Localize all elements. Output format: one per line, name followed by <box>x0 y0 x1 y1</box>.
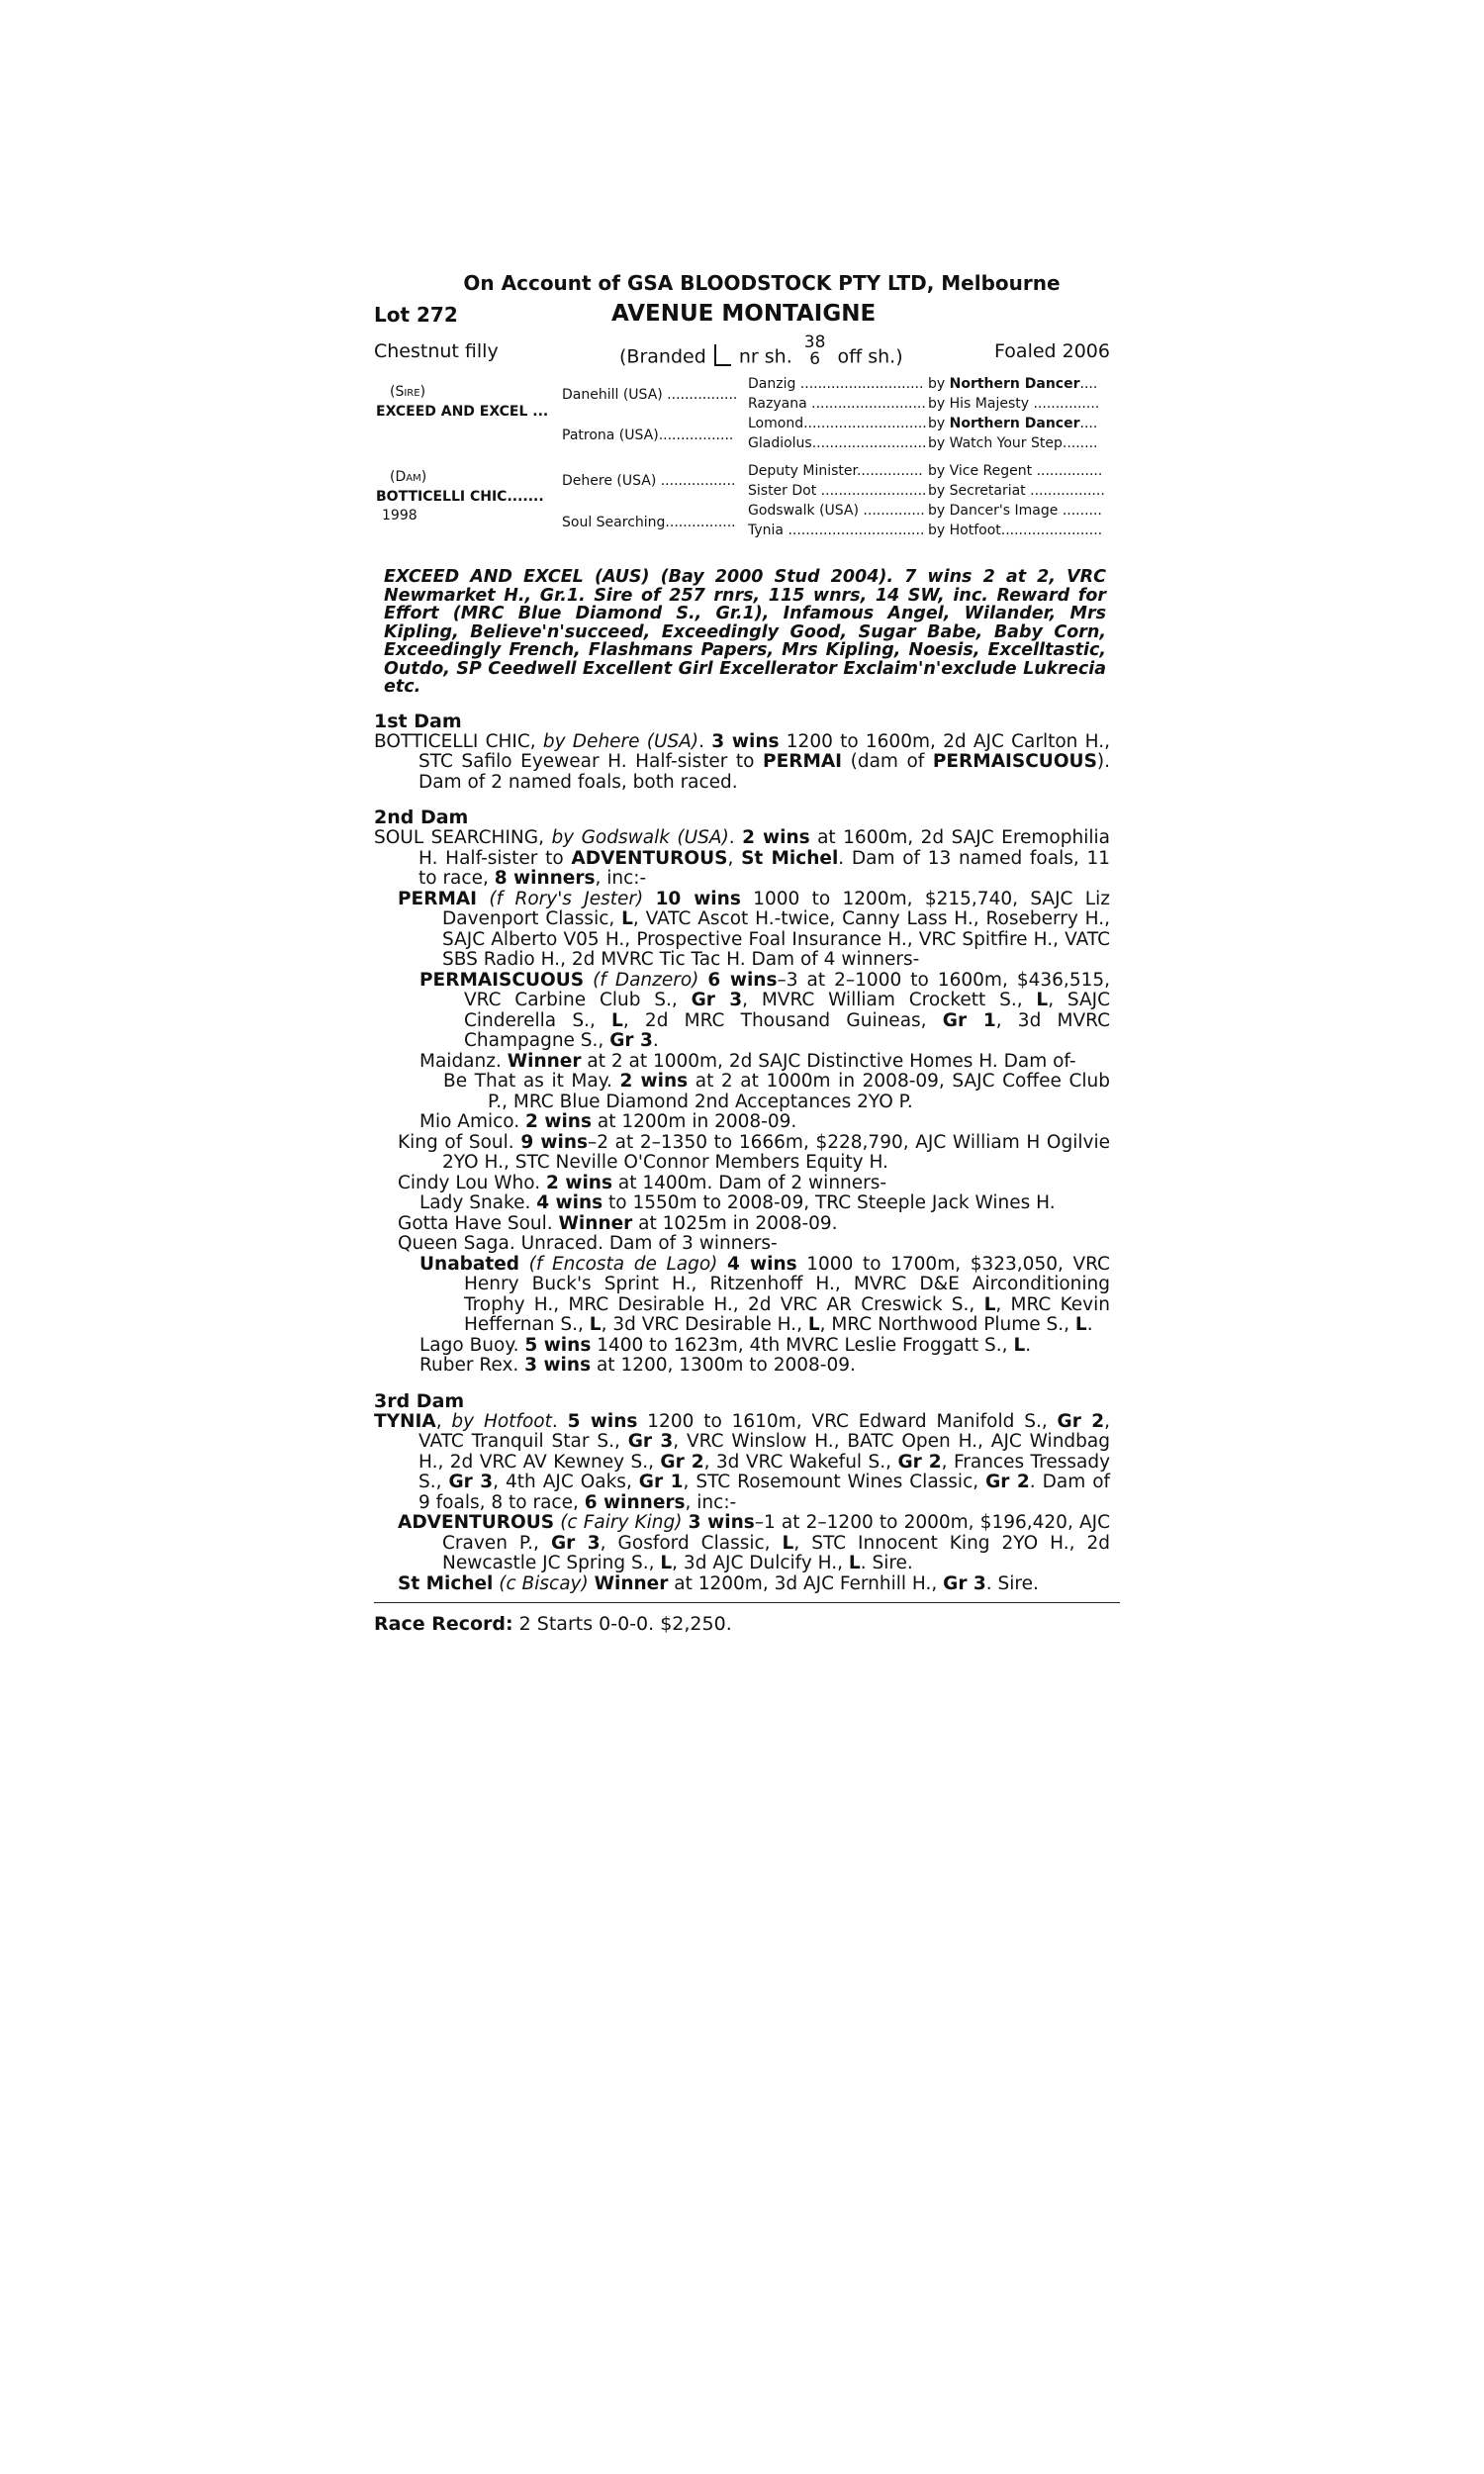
foaled-year: Foaled 2006 <box>994 340 1110 362</box>
section-second-dam: 2nd Dam <box>374 807 469 828</box>
sire-label: (Sire) <box>390 384 426 400</box>
bold-text: 2 wins <box>546 1172 612 1193</box>
g1-sire-sire: Danehill (USA) ................ <box>562 387 738 403</box>
entry-text: at 1600m, 2d SAJC Eremophilia H. Half-sister to <box>418 827 1110 869</box>
bold-text: Winner <box>558 1212 633 1234</box>
entry-text: at 2 at 1000m, 2d SAJC Distinctive Homes H. Dam of- <box>581 1050 1076 1072</box>
bold-text: Gr 2 <box>1057 1410 1105 1432</box>
race-record-label: Race Record: <box>374 1613 513 1635</box>
pedigree-entry <box>374 1412 1110 1514</box>
lot-number: Lot 272 <box>374 303 458 327</box>
italic-text: (f Rory's Jester) <box>489 888 644 909</box>
bold-text: Winner <box>594 1572 669 1594</box>
bold-text: L <box>660 1553 673 1573</box>
bold-text: 4 wins <box>536 1192 603 1213</box>
g3-prefix: by <box>928 523 946 538</box>
g3-prefix: by <box>928 416 946 431</box>
bold-text: PERMAI <box>763 751 843 772</box>
bold-text: 6 wins <box>707 969 778 991</box>
entry-text: . Sire. <box>860 1553 913 1573</box>
pedigree-entry <box>419 1255 1110 1336</box>
pedigree-entry <box>398 1174 1110 1194</box>
entry-text: Ruber Rex. <box>419 1355 525 1376</box>
g3-prefix: by <box>928 483 946 499</box>
entry-text: , <box>435 1410 452 1432</box>
g3-item <box>928 396 1099 412</box>
entry-text: , <box>727 847 742 869</box>
entry-text: 1000 to 1200m, $215,740, SAJC Liz Davenport Classic, <box>442 888 1110 929</box>
entry-text: SOUL SEARCHING, <box>374 827 552 848</box>
entry-text: , MVRC William Crockett S., <box>742 990 1037 1010</box>
pedigree-entry <box>419 971 1110 1052</box>
entry-text: –2 at 2–1350 to 1666m, $228,790, AJC William H Ogilvie 2YO H., STC Neville O'Connor Members Equity H. <box>442 1131 1110 1173</box>
entry-text: . <box>728 827 743 848</box>
g3-name: Northern Dancer <box>949 376 1080 392</box>
bold-text: 3 wins <box>524 1355 592 1376</box>
bold-text: Winner <box>507 1050 582 1072</box>
entry-text <box>584 970 593 991</box>
entry-text: , MRC Kevin Heffernan S., <box>464 1293 1110 1335</box>
entry-text: , VRC Winslow H., BATC Open H., AJC Windbag H., 2d VRC AV Kewney S., <box>418 1431 1110 1473</box>
entry-text: , Frances Tressady S., <box>418 1451 1111 1492</box>
bold-text: 8 winners <box>494 868 596 889</box>
bold-text: PERMAISCUOUS <box>932 751 1097 772</box>
g3-item <box>928 416 1097 431</box>
g2-item: Danzig ............................ <box>748 376 924 392</box>
entry-text: , inc:- <box>685 1491 737 1513</box>
section-first-dam: 1st Dam <box>374 710 462 732</box>
entry-text: 1200 to 1610m, VRC Edward Manifold S., <box>637 1410 1058 1432</box>
bold-text: 2 wins <box>525 1111 592 1132</box>
bold-text: ADVENTUROUS <box>571 847 728 869</box>
bold-text: Gr 2 <box>897 1451 942 1473</box>
bold-text: Gr 2 <box>985 1472 1030 1492</box>
g3-item <box>928 523 1102 538</box>
entry-text: King of Soul. <box>398 1131 521 1153</box>
entry-text: , 3d VRC Wakeful S., <box>703 1451 898 1473</box>
g3-item <box>928 463 1102 479</box>
entry-text: at 2 at 1000m in 2008-09, SAJC Coffee Club P., MRC Blue Diamond 2nd Acceptances 2YO P. <box>488 1071 1110 1112</box>
entry-text: at 1200m in 2008-09. <box>591 1111 797 1132</box>
g3-name: Watch Your Step........ <box>949 435 1098 451</box>
bold-text: Gr 3 <box>609 1030 653 1051</box>
divider <box>374 1602 1120 1603</box>
g2-item: Tynia ............................... <box>748 523 925 538</box>
bold-text: Gr 3 <box>550 1532 601 1554</box>
entry-text: , Gosford Classic, <box>600 1532 783 1554</box>
bold-text: 10 wins <box>655 888 741 909</box>
bold-text: 5 wins <box>524 1334 592 1356</box>
entry-text: , VATC Ascot H.-twice, Canny Lass H., Roseberry H., SAJC Alberto V05 H., Prospective Foal Insurance H., VRC Spitfire H., VATC SBS Radio H., 2d MVRC Tic Tac H. Dam of 4 winners- <box>442 908 1110 970</box>
entry-text: 1200 to 1600m, 2d AJC Carlton H., STC Safilo Eyewear H. Half-sister to <box>418 730 1110 772</box>
entry-text: . <box>1086 1314 1093 1335</box>
entry-text: , VATC Tranquil Star S., <box>418 1410 1111 1452</box>
entry-text: , STC Rosemount Wines Classic, <box>683 1472 986 1492</box>
g3-item <box>928 435 1097 451</box>
entry-text <box>643 889 655 909</box>
italic-text: by Hotfoot <box>451 1410 552 1432</box>
horse-name: AVENUE MONTAIGNE <box>611 301 877 327</box>
bold-text: PERMAISCUOUS <box>419 969 585 991</box>
entry-text: –3 at 2–1000 to 1600m, $436,515, VRC Carbine Club S., <box>464 969 1111 1010</box>
brand-info <box>619 333 903 374</box>
bold-text: 2 wins <box>619 1071 689 1092</box>
g2-item: Godswalk (USA) .............. <box>748 503 925 519</box>
g3-item <box>928 376 1097 392</box>
bold-text: Gr 3 <box>448 1472 494 1492</box>
bold-text: Unabated <box>419 1253 520 1275</box>
pedigree-entry <box>419 1356 1110 1377</box>
g1-dam-dam: Soul Searching................ <box>562 515 736 530</box>
entry-text <box>519 1254 529 1275</box>
entry-text: ). Dam of 2 named foals, both raced. <box>418 751 1111 793</box>
entry-text <box>477 889 489 909</box>
bold-text: L <box>611 1009 623 1031</box>
entry-text: . Sire. <box>985 1572 1039 1594</box>
g3-prefix: by <box>928 463 946 479</box>
g2-item: Deputy Minister............... <box>748 463 923 479</box>
bold-text: ADVENTUROUS <box>398 1512 555 1533</box>
g3-prefix: by <box>928 376 946 392</box>
bold-text: Gr 3 <box>627 1431 674 1452</box>
brand-bottom: 6 <box>809 349 821 369</box>
entry-text: , 2d MRC Thousand Guineas, <box>622 1009 943 1031</box>
bold-text: Gr 1 <box>638 1472 684 1492</box>
g3-name: Secretariat ................. <box>949 483 1105 499</box>
bold-text: St Michel <box>741 847 839 869</box>
bold-text: Gr 2 <box>660 1451 704 1473</box>
bold-text: PERMAI <box>398 888 478 909</box>
entry-text: (dam of <box>842 751 933 772</box>
entry-text: Lady Snake. <box>419 1192 537 1213</box>
entry-text: , MRC Northwood Plume S., <box>819 1314 1075 1335</box>
entry-text: at 1200, 1300m to 2008-09. <box>591 1355 856 1376</box>
entry-text: 1000 to 1700m, $323,050, VRC Henry Buck's Sprint H., Ritzenhoff H., MVRC D&E Airconditioning Trophy H., MRC Desirable H., 2d VRC AR Creswick S., <box>464 1253 1110 1315</box>
entry-text: . <box>1025 1334 1032 1356</box>
pedigree-entry <box>374 732 1110 794</box>
catalogue-page <box>374 271 1120 1635</box>
bold-text: L <box>1036 990 1049 1010</box>
g3-suffix: .... <box>1079 376 1098 392</box>
dam-year: 1998 <box>382 508 417 523</box>
g3-name: His Majesty ............... <box>949 396 1100 412</box>
entry-text: , 3d VRC Desirable H., <box>601 1314 808 1335</box>
entry-text: , inc:- <box>595 868 647 889</box>
pedigree-entry <box>398 1214 1110 1235</box>
g3-prefix: by <box>928 503 946 519</box>
entry-text: . <box>551 1410 568 1432</box>
bold-text: St Michel <box>398 1572 494 1594</box>
bold-text: Gr 3 <box>943 1572 986 1594</box>
italic-text: (c Biscay) <box>499 1572 589 1594</box>
g1-dam-sire: Dehere (USA) ................. <box>562 473 736 489</box>
entry-text: Cindy Lou Who. <box>398 1172 547 1193</box>
bold-text: Gr 3 <box>691 990 743 1010</box>
italic-text: by Dehere (USA) <box>542 730 699 752</box>
dam-name: BOTTICELLI CHIC....... <box>376 489 544 505</box>
bold-text: L <box>807 1314 820 1335</box>
entry-text: at 1025m in 2008-09. <box>632 1212 838 1234</box>
g2-item: Sister Dot ........................ <box>748 483 927 499</box>
g1-sire-dam: Patrona (USA)................. <box>562 428 734 443</box>
sex-colour: Chestnut filly <box>374 340 499 362</box>
entry-text: . Dam of 9 foals, 8 to race, <box>418 1472 1111 1513</box>
bold-text: 5 wins <box>567 1410 638 1432</box>
consignor-line: On Account of GSA BLOODSTOCK PTY LTD, Melbourne <box>463 271 1061 295</box>
entry-text: , 4th AJC Oaks, <box>493 1472 639 1492</box>
entry-text: Maidanz. <box>419 1050 508 1072</box>
description-row <box>374 334 1120 376</box>
bold-text: 4 wins <box>727 1253 797 1275</box>
entry-text: to 1550m to 2008-09, TRC Steeple Jack Wines H. <box>603 1192 1056 1213</box>
entry-text: at 1400m. Dam of 2 winners- <box>611 1172 887 1193</box>
bold-text: TYNIA <box>374 1410 436 1432</box>
g3-name: Hotfoot....................... <box>949 523 1103 538</box>
pedigree-entry <box>398 1234 1110 1255</box>
bold-text: L <box>589 1314 602 1335</box>
g3-item <box>928 503 1102 519</box>
dam-label: (Dam) <box>390 469 427 485</box>
italic-text: (f Danzero) <box>593 969 699 991</box>
pedigree-entry <box>374 828 1110 890</box>
sire-paragraph: EXCEED AND EXCEL (AUS) (Bay 2000 Stud 2004). 7 wins 2 at 2, VRC Newmarket H., Gr.1. Sire of 257 rnrs, 115 wnrs, 14 SW, inc. Reward for Effort (MRC Blue Diamond S., Gr.1), Infamous Angel, Wilander, Mrs Kipling, Believe'n'succeed, Exceedingly Good, Sugar Babe, Baby Corn, Exceedingly French, Flashmans Papers, Mrs Kipling, Noesis, Excelltastic, Outdo, SP Ceedwell Excellent Girl Excellerator Exclaim'n'exclude Lukrecia etc. <box>384 567 1106 697</box>
pedigree-table <box>374 376 1120 552</box>
g2-item: Razyana .......................... <box>748 396 926 412</box>
entry-text: Mio Amico. <box>419 1111 526 1132</box>
bold-text: L <box>983 1293 996 1315</box>
entry-text: BOTTICELLI CHIC, <box>374 730 543 752</box>
pedigree-entry <box>398 1133 1110 1174</box>
bold-text: 3 wins <box>711 730 780 752</box>
entry-text: . <box>652 1030 659 1051</box>
g3-name: Dancer's Image ......... <box>949 503 1102 519</box>
bold-text: L <box>1013 1334 1026 1356</box>
pedigree-entry <box>398 890 1110 971</box>
g3-item <box>928 483 1105 499</box>
pedigree-entry <box>398 1574 1110 1595</box>
bold-text: 6 winners <box>584 1491 686 1513</box>
pedigree-entry <box>419 1052 1110 1073</box>
section-third-dam: 3rd Dam <box>374 1389 465 1412</box>
entry-text: 1400 to 1623m, 4th MVRC Leslie Froggatt S., <box>591 1334 1014 1356</box>
bold-text: L <box>621 908 633 929</box>
g2-item: Gladiolus.......................... <box>748 435 927 451</box>
entry-text: Be That as it May. <box>443 1071 620 1092</box>
entry-text <box>717 1254 727 1275</box>
entry-text: , 3d AJC Dulcify H., <box>672 1553 849 1573</box>
bold-text: L <box>848 1553 861 1573</box>
brand-top: 38 <box>803 333 826 352</box>
bold-text: L <box>782 1532 794 1554</box>
g3-name: Vice Regent ............... <box>949 463 1103 479</box>
pedigree-entry <box>443 1072 1110 1112</box>
brand-nr: nr sh. <box>738 345 792 368</box>
entry-text: . <box>698 730 712 752</box>
brand-mark-icon <box>714 344 731 366</box>
entry-text: , STC Innocent King 2YO H., 2d Newcastle JC Spring S., <box>442 1532 1110 1573</box>
italic-text: (f Encosta de Lago) <box>528 1253 718 1275</box>
race-record <box>374 1613 1120 1635</box>
entry-text: Gotta Have Soul. <box>398 1212 559 1234</box>
g2-item: Lomond............................ <box>748 416 927 431</box>
italic-text: (c Fairy King) <box>560 1512 683 1533</box>
entry-text: Queen Saga. Unraced. Dam of 3 winners- <box>398 1233 778 1254</box>
entry-text: . Dam of 13 named foals, 11 to race, <box>418 847 1110 889</box>
g3-prefix: by <box>928 435 946 451</box>
entry-text: at 1200m, 3d AJC Fernhill H., <box>668 1572 944 1594</box>
italic-text: by Godswalk (USA) <box>551 827 729 848</box>
bold-text: L <box>1074 1314 1087 1335</box>
sire-name: EXCEED AND EXCEL ... <box>376 404 549 420</box>
lot-row <box>374 301 1120 334</box>
entry-text: , 3d MVRC Champagne S., <box>464 1009 1110 1051</box>
pedigree-entry <box>419 1112 1110 1133</box>
pedigree-entry <box>419 1336 1110 1357</box>
brand-fraction <box>804 334 826 368</box>
brand-off: off sh.) <box>837 345 903 368</box>
brand-prefix: (Branded <box>619 345 706 368</box>
entry-text: –1 at 2–1200 to 2000m, $196,420, AJC Craven P., <box>442 1512 1110 1554</box>
g3-prefix: by <box>928 396 946 412</box>
bold-text: Gr 1 <box>942 1009 996 1031</box>
g3-suffix: .... <box>1079 416 1098 431</box>
bold-text: 3 wins <box>688 1512 755 1533</box>
entry-text: , SAJC Cinderella S., <box>464 990 1110 1031</box>
bold-text: 2 wins <box>742 827 810 848</box>
g3-name: Northern Dancer <box>949 416 1080 431</box>
pedigree-entry <box>419 1193 1110 1214</box>
pedigree-entry <box>398 1513 1110 1574</box>
race-record-value: 2 Starts 0-0-0. $2,250. <box>518 1613 732 1635</box>
bold-text: 9 wins <box>520 1131 588 1153</box>
entry-text: Lago Buoy. <box>419 1334 525 1356</box>
